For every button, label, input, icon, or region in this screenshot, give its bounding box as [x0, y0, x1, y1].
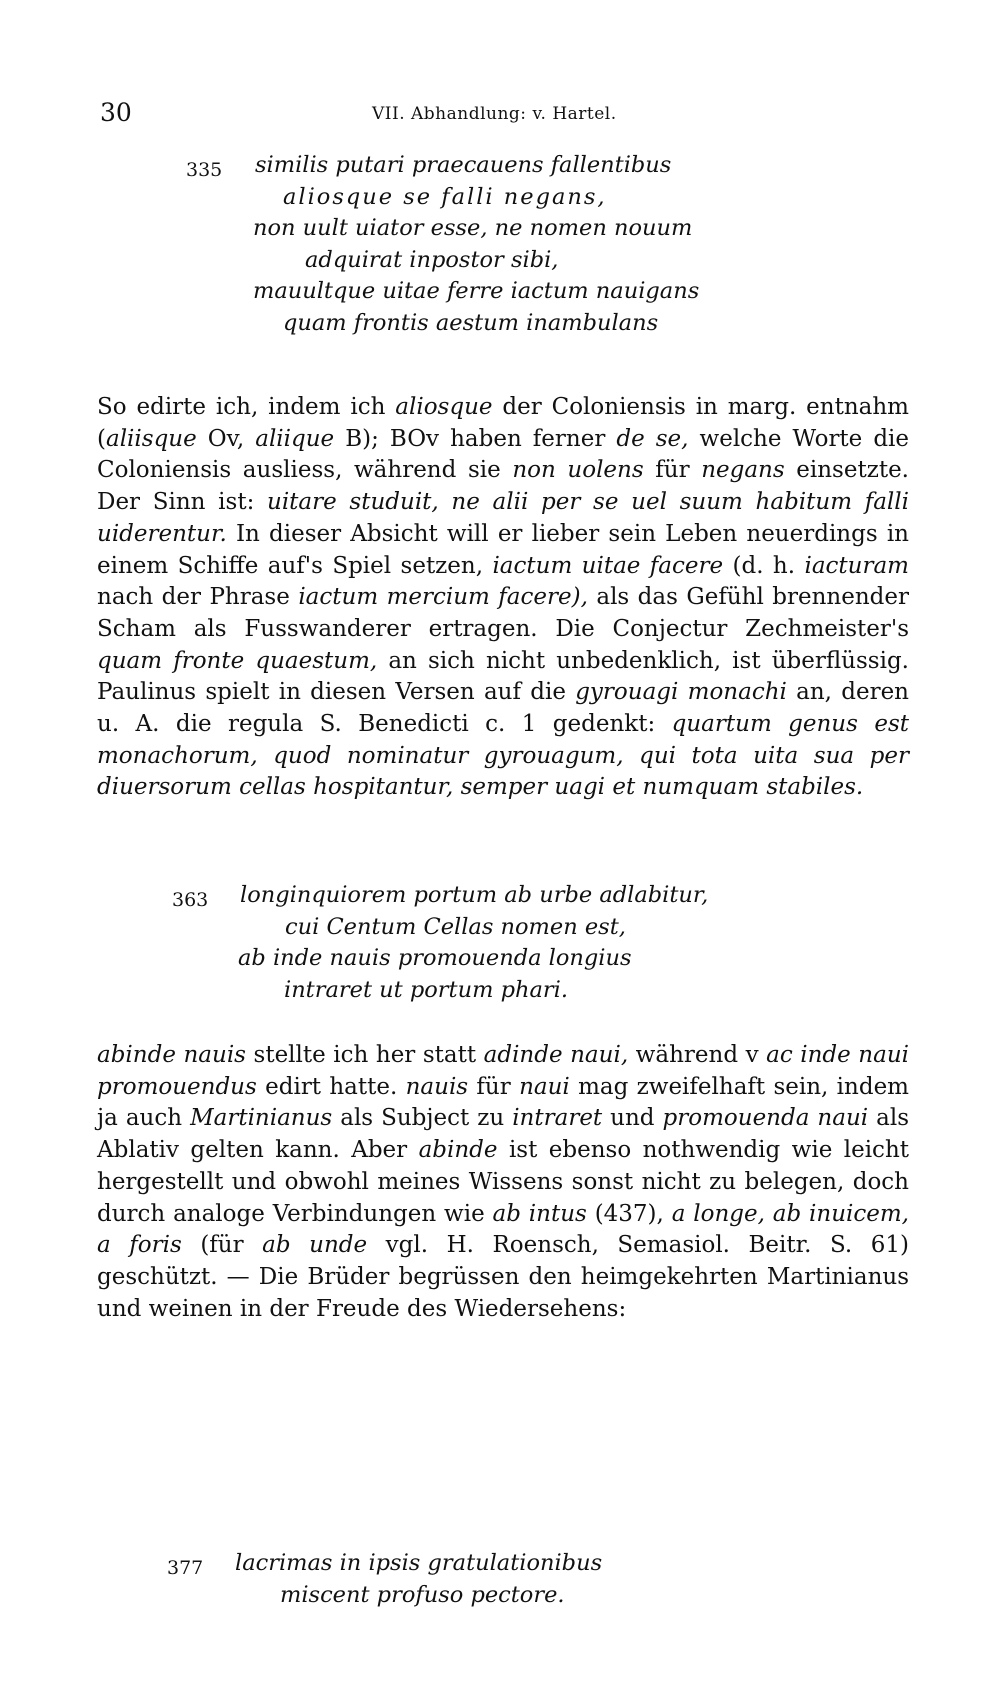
latin-term: ab unde [262, 1232, 368, 1259]
page-number: 30 [100, 98, 132, 127]
text-span: als das Gefühl brennender Scham als Fusswanderer ertragen. Die Conjectur Zechmeister's [97, 584, 909, 642]
text-span: vgl. H. Roensch, Semasiol. Beitr. S. 61) geschützt. — Die Brüder begrüssen den heimgekehrten Martinianus und weinen in der Freude des Wiedersehens: [97, 1232, 909, 1322]
page-header [100, 98, 900, 132]
verse-line: intraret ut portum phari. [284, 976, 568, 1003]
latin-term: ac inde naui promouendus [97, 1042, 910, 1100]
latin-term: abinde [418, 1137, 498, 1164]
text-span: während v [628, 1042, 767, 1068]
verse-line: cui Centum Cellas nomen est, [285, 913, 626, 940]
latin-quote: uitare studuit, ne alii per se uel suum habitum falli uiderentur. [97, 489, 909, 547]
verse-number: 335 [186, 159, 223, 181]
latin-term: ab intus [492, 1200, 587, 1227]
latin-term: iacturam [804, 552, 909, 579]
text-span: Ov, [196, 425, 256, 452]
text-span: nach der Phrase [97, 584, 299, 611]
verse-number: 377 [167, 1557, 204, 1579]
latin-term: iactum mercium facere), [298, 584, 588, 611]
latin-quote: quartum genus est monachorum, quod nominatur gyrouagum, qui tota uita sua per diuersorum cellas hospitantur, semper uagi et numquam stabiles. [97, 711, 909, 801]
text-span: an, deren u. A. die regula S. Benedicti c. 1 gedenkt: [97, 679, 909, 738]
text-span: welche Worte die Coloniensis ausliess, während sie [97, 425, 910, 484]
latin-term: iactum uitae facere [492, 552, 724, 579]
latin-term: quam fronte quaestum, [97, 647, 378, 674]
text-span: und [602, 1105, 663, 1132]
latin-term: a longe, ab inuicem, a foris [97, 1200, 909, 1259]
latin-term: de se, [616, 425, 689, 452]
text-span: (für [181, 1232, 263, 1259]
verse-line: non uult uiator esse, ne nomen nouum [253, 215, 693, 241]
text-span: (d. h. [723, 552, 805, 579]
latin-term: aliosque [395, 394, 493, 420]
verse-line: ab inde nauis promouenda longius [238, 945, 632, 971]
text-span: als Ablativ gelten kann. Aber [97, 1105, 909, 1164]
latin-term: aliisque [105, 425, 197, 452]
latin-term: intraret [512, 1105, 603, 1132]
verse-block-363 [0, 880, 1000, 1010]
latin-term: negans [701, 457, 785, 484]
text-span: für [468, 1073, 520, 1100]
text-span: ist ebenso nothwendig wie leicht hergestellt und obwohl meines Wissens sonst nicht zu belegen, doch durch analoge Verbindungen wie [97, 1137, 909, 1227]
verse-line: lacrimas in ipsis gratulationibus [235, 1550, 603, 1576]
latin-term: adinde naui, [483, 1042, 629, 1068]
latin-term: promouenda naui [662, 1105, 869, 1132]
verse-line: longinquiorem portum ab urbe adlabitur, [240, 882, 709, 908]
text-span: einsetzte. Der Sinn ist: [97, 457, 909, 516]
text-span: als Subject zu [332, 1105, 513, 1132]
latin-term: Martinianus [190, 1105, 333, 1132]
text-span: mag zweifelhaft sein, indem ja auch [97, 1073, 909, 1132]
verse-line: miscent profuso pectore. [280, 1581, 565, 1608]
text-span: In dieser Absicht will er lieber sein Leben neuerdings in einem Schiffe auf's Spiel setzen, [97, 520, 909, 579]
verse-line: similis putari praecauens fallentibus [255, 152, 672, 178]
verse-block-335 [0, 150, 1000, 350]
latin-term: aliique [255, 425, 335, 452]
commentary-paragraph-2 [97, 1040, 909, 1325]
verse-line: quam frontis aestum inambulans [283, 309, 659, 336]
verse-number: 363 [172, 889, 209, 911]
running-title: VII. Abhandlung: v. Hartel. [372, 104, 617, 124]
text-span: an sich nicht unbedenklich, ist überflüssig. Paulinus spielt in diesen Versen auf die [97, 647, 909, 706]
text-span: edirt hatte. [256, 1073, 406, 1100]
latin-term: nauis [405, 1073, 469, 1100]
latin-term: abinde nauis [97, 1042, 246, 1068]
verse-block-377 [0, 1548, 1000, 1618]
text-span: für [643, 457, 702, 484]
verse-line: adquirat inpostor sibi, [305, 246, 559, 273]
verse-line: mauultque uitae ferre iactum nauigans [253, 278, 700, 304]
commentary-paragraph-1 [97, 392, 909, 804]
latin-term: non uolens [512, 457, 644, 484]
text-span: stellte ich her statt [245, 1042, 484, 1068]
text-span: B); BOv haben ferner [334, 425, 617, 452]
verse-line: aliosque se falli negans, [283, 183, 607, 210]
text-span: der Coloniensis in marg. entnahm ( [97, 394, 909, 452]
latin-term: gyrouagi monachi [575, 679, 787, 706]
text-span: (437), [586, 1200, 672, 1227]
text-span: So edirte ich, indem ich [97, 394, 396, 420]
latin-term: naui [519, 1073, 570, 1100]
